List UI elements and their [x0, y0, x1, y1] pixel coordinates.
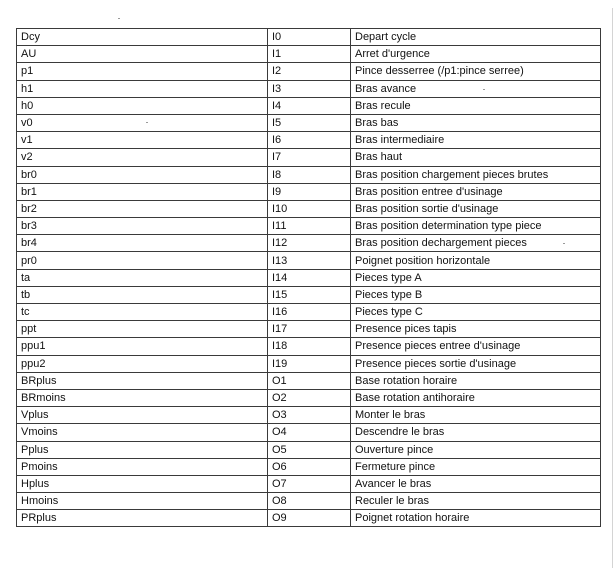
- description-cell: Pieces type B: [351, 286, 601, 303]
- table-row: [17, 269, 601, 286]
- description-cell: Bras intermediaire: [351, 132, 601, 149]
- io-address-cell: I18: [268, 338, 351, 355]
- io-address-cell: O8: [268, 493, 351, 510]
- signal-name-cell: h1: [17, 80, 268, 97]
- table-row: [17, 407, 601, 424]
- table-row: [17, 389, 601, 406]
- io-address-cell: I1: [268, 46, 351, 63]
- signal-name-cell: ppt: [17, 321, 268, 338]
- signal-name-cell: br0: [17, 166, 268, 183]
- scan-speck: [118, 18, 120, 19]
- table-row: [17, 475, 601, 492]
- io-address-cell: O5: [268, 441, 351, 458]
- io-table-body: [17, 29, 601, 527]
- description-cell: Bras position determination type piece: [351, 218, 601, 235]
- io-address-cell: I11: [268, 218, 351, 235]
- io-address-cell: I15: [268, 286, 351, 303]
- table-row: [17, 218, 601, 235]
- signal-name-cell: PRplus: [17, 510, 268, 527]
- signal-name-cell: tb: [17, 286, 268, 303]
- description-cell: Descendre le bras: [351, 424, 601, 441]
- description-cell: Depart cycle: [351, 29, 601, 46]
- io-address-cell: I7: [268, 149, 351, 166]
- table-row: [17, 46, 601, 63]
- io-address-cell: O3: [268, 407, 351, 424]
- description-cell: Base rotation horaire: [351, 372, 601, 389]
- table-row: [17, 166, 601, 183]
- signal-name-cell: BRplus: [17, 372, 268, 389]
- table-row: [17, 252, 601, 269]
- io-address-cell: I3: [268, 80, 351, 97]
- signal-name-cell: v1: [17, 132, 268, 149]
- description-cell: Poignet position horizontale: [351, 252, 601, 269]
- io-address-cell: I14: [268, 269, 351, 286]
- signal-name-cell: ppu2: [17, 355, 268, 372]
- table-row: [17, 235, 601, 252]
- io-address-cell: O4: [268, 424, 351, 441]
- description-cell: Pieces type A: [351, 269, 601, 286]
- io-address-cell: I12: [268, 235, 351, 252]
- table-row: [17, 338, 601, 355]
- io-address-cell: I6: [268, 132, 351, 149]
- signal-name-cell: br4: [17, 235, 268, 252]
- io-address-cell: I2: [268, 63, 351, 80]
- description-cell: Bras position dechargement pieces: [351, 235, 601, 252]
- description-cell: Bras recule: [351, 97, 601, 114]
- table-row: [17, 304, 601, 321]
- description-cell: Bras haut: [351, 149, 601, 166]
- table-row: [17, 355, 601, 372]
- signal-name-cell: tc: [17, 304, 268, 321]
- description-cell: Base rotation antihoraire: [351, 389, 601, 406]
- scan-edge-shadow: [612, 8, 613, 568]
- description-cell: Bras position sortie d'usinage: [351, 200, 601, 217]
- io-assignment-table: [16, 28, 601, 527]
- signal-name-cell: v0: [17, 114, 268, 131]
- io-address-cell: I19: [268, 355, 351, 372]
- table-row: [17, 493, 601, 510]
- signal-name-cell: Hmoins: [17, 493, 268, 510]
- io-address-cell: O1: [268, 372, 351, 389]
- io-address-cell: I9: [268, 183, 351, 200]
- io-address-cell: O6: [268, 458, 351, 475]
- signal-name-cell: AU: [17, 46, 268, 63]
- table-row: [17, 132, 601, 149]
- description-cell: Fermeture pince: [351, 458, 601, 475]
- table-row: [17, 458, 601, 475]
- table-row: [17, 510, 601, 527]
- description-cell: Pieces type C: [351, 304, 601, 321]
- signal-name-cell: br3: [17, 218, 268, 235]
- description-cell: Bras position chargement pieces brutes: [351, 166, 601, 183]
- description-cell: Reculer le bras: [351, 493, 601, 510]
- table-row: [17, 97, 601, 114]
- description-cell: Presence pices tapis: [351, 321, 601, 338]
- signal-name-cell: Vmoins: [17, 424, 268, 441]
- table-row: [17, 183, 601, 200]
- io-address-cell: O7: [268, 475, 351, 492]
- table-row: [17, 29, 601, 46]
- signal-name-cell: pr0: [17, 252, 268, 269]
- description-cell: Bras avance: [351, 80, 601, 97]
- table-row: [17, 441, 601, 458]
- description-cell: Avancer le bras: [351, 475, 601, 492]
- table-row: [17, 424, 601, 441]
- signal-name-cell: p1: [17, 63, 268, 80]
- io-address-cell: I5: [268, 114, 351, 131]
- description-cell: Bras bas: [351, 114, 601, 131]
- description-cell: Presence pieces sortie d'usinage: [351, 355, 601, 372]
- io-address-cell: O2: [268, 389, 351, 406]
- signal-name-cell: BRmoins: [17, 389, 268, 406]
- io-address-cell: I16: [268, 304, 351, 321]
- table-row: [17, 149, 601, 166]
- signal-name-cell: Pmoins: [17, 458, 268, 475]
- signal-name-cell: Dcy: [17, 29, 268, 46]
- table-row: [17, 321, 601, 338]
- description-cell: Presence pieces entree d'usinage: [351, 338, 601, 355]
- table-row: [17, 372, 601, 389]
- signal-name-cell: h0: [17, 97, 268, 114]
- table-row: [17, 114, 601, 131]
- signal-name-cell: Hplus: [17, 475, 268, 492]
- io-address-cell: I17: [268, 321, 351, 338]
- signal-name-cell: ppu1: [17, 338, 268, 355]
- description-cell: Poignet rotation horaire: [351, 510, 601, 527]
- table-row: [17, 63, 601, 80]
- table-row: [17, 80, 601, 97]
- io-address-cell: I13: [268, 252, 351, 269]
- table-row: [17, 200, 601, 217]
- signal-name-cell: ta: [17, 269, 268, 286]
- signal-name-cell: br1: [17, 183, 268, 200]
- io-address-cell: O9: [268, 510, 351, 527]
- signal-name-cell: v2: [17, 149, 268, 166]
- table-row: [17, 286, 601, 303]
- io-address-cell: I10: [268, 200, 351, 217]
- signal-name-cell: Vplus: [17, 407, 268, 424]
- description-cell: Ouverture pince: [351, 441, 601, 458]
- description-cell: Monter le bras: [351, 407, 601, 424]
- signal-name-cell: br2: [17, 200, 268, 217]
- signal-name-cell: Pplus: [17, 441, 268, 458]
- io-address-cell: I4: [268, 97, 351, 114]
- description-cell: Pince desserree (/p1:pince serree): [351, 63, 601, 80]
- io-address-cell: I8: [268, 166, 351, 183]
- io-address-cell: I0: [268, 29, 351, 46]
- description-cell: Bras position entree d'usinage: [351, 183, 601, 200]
- description-cell: Arret d'urgence: [351, 46, 601, 63]
